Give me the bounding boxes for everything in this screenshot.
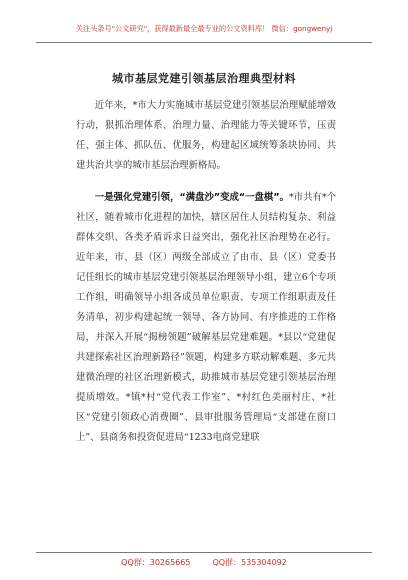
footer-qq-group-2: QQ群：535304092: [212, 558, 287, 567]
document-title: 城市基层党建引领基层治理典型材料: [112, 72, 296, 85]
paragraph-point-one: [76, 188, 336, 448]
header-divider: [36, 42, 372, 43]
paragraph-text: 近年来，*市大力实施城市基层党建引领基层治理赋能增效行动，狠抓治理体系、治理力量、治理能力等关键环节，压责任、强主体、抓队伍、优服务，构建起区域统筹条块协同、共建共治共享的城市基层治理新格局。: [76, 100, 336, 171]
paragraph-intro: [76, 96, 336, 176]
paragraph-text: *市共有*个社区，随着城市化进程的加快，辖区居住人员结构复杂、利益群体交织、各类矛盾诉求日益突出，强化社区治理势在必行。近年来，市、县（区）两级全部成立了由市、县（区）党委书记任组长的城市基层党建引领基层治理领导小组，建立6个专项工作组，明确领导小组各成员单位职责、专项工作组职责及任务清单，初步构建起统一领导、各方协同、有序推进的工作格局，并深入开展“揭榜领题”破解基层党建难题。*县以“党建促共建探索社区治理新路径”领题，构建多方联动解难题、多元共建微治理的社区治理新模式，助推城市基层党建引领基层治理提质增效。*镇*村“党代表工作室”、*村红色美丽村庄、*社区“党建引领政心消费圈”、县审批服务管理局“支部建在窗口上”、县商务和投资促进局“1233电商党建联: [76, 192, 336, 443]
footer-divider: [36, 552, 372, 553]
paragraph-lead-heading: 一是强化党建引领，“满盘沙”变成“一盘棋”。: [94, 192, 289, 203]
header-banner: 关注头条号"公文研究"，获得最新最全最专业的公文资料库！ 微信：gongwenyj: [75, 24, 333, 33]
footer-qq-group-1: QQ群：30265665: [121, 558, 191, 567]
document-body: [76, 96, 336, 448]
footer-contact: [0, 557, 408, 568]
